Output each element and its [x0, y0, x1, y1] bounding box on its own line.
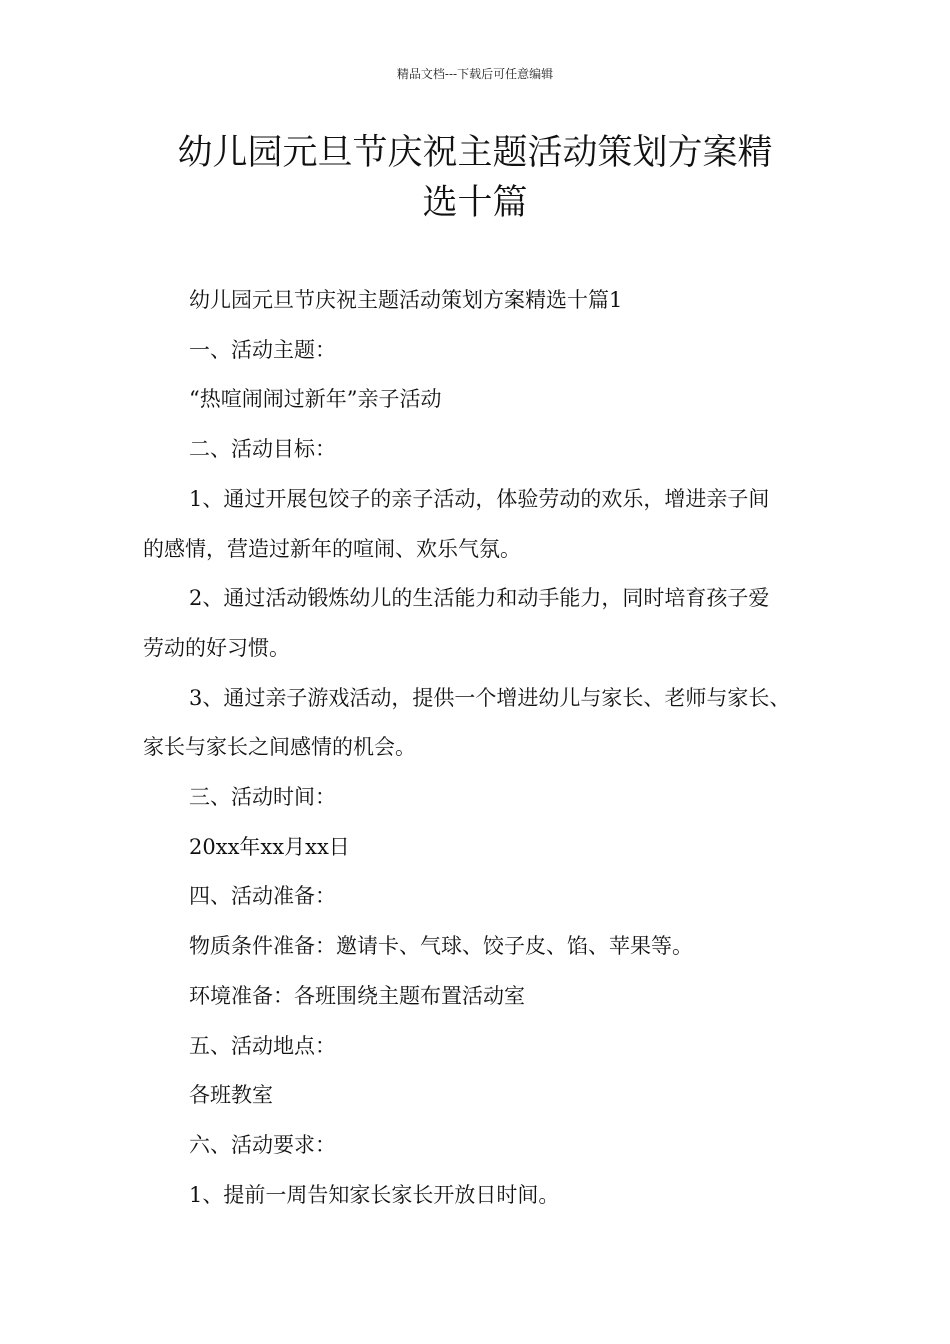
paragraph-line: 的感情，营造过新年的喧闹、欢乐气氛。 [143, 536, 521, 561]
paragraph-line: 家长与家长之间感情的机会。 [143, 735, 416, 760]
section-heading: 幼儿园元旦节庆祝主题活动策划方案精选十篇1 [189, 288, 623, 312]
paragraph-line: 四、活动准备： [189, 884, 336, 909]
title-line-2: 选十篇 [422, 183, 528, 223]
paragraph-line: 3、通过亲子游戏活动，提供一个增进幼儿与家长、老师与家长、 [189, 685, 791, 710]
title-line-1: 幼儿园元旦节庆祝主题活动策划方案精 [177, 133, 773, 173]
paragraph-line: 劳动的好习惯。 [143, 635, 290, 660]
document-title [120, 128, 830, 228]
paragraph-line: 物质条件准备：邀请卡、气球、饺子皮、馅、苹果等。 [189, 934, 693, 959]
paragraph-line: 二、活动目标： [189, 437, 336, 462]
page-header: 精品文档---下载后可任意编辑 [396, 67, 554, 81]
paragraph-line: 各班教室 [189, 1083, 273, 1108]
paragraph-line: 2、通过活动锻炼幼儿的生活能力和动手能力，同时培育孩子爱 [189, 586, 770, 611]
paragraph-line: 环境准备：各班围绕主题布置活动室 [189, 983, 525, 1008]
paragraph-line: 三、活动时间： [189, 785, 336, 810]
document-body [143, 276, 833, 1220]
paragraph-line: 五、活动地点： [189, 1033, 336, 1058]
paragraph-line: 20xx年xx月xx日 [189, 834, 350, 859]
paragraph-line: “热喧闹闹过新年”亲子活动 [189, 387, 442, 412]
paragraph-line: 1、通过开展包饺子的亲子活动，体验劳动的欢乐，增进亲子间 [189, 486, 770, 511]
paragraph-line: 1、提前一周告知家长家长开放日时间。 [189, 1182, 560, 1207]
paragraph-line: 六、活动要求： [189, 1132, 336, 1157]
paragraph-line: 一、活动主题： [189, 337, 336, 362]
